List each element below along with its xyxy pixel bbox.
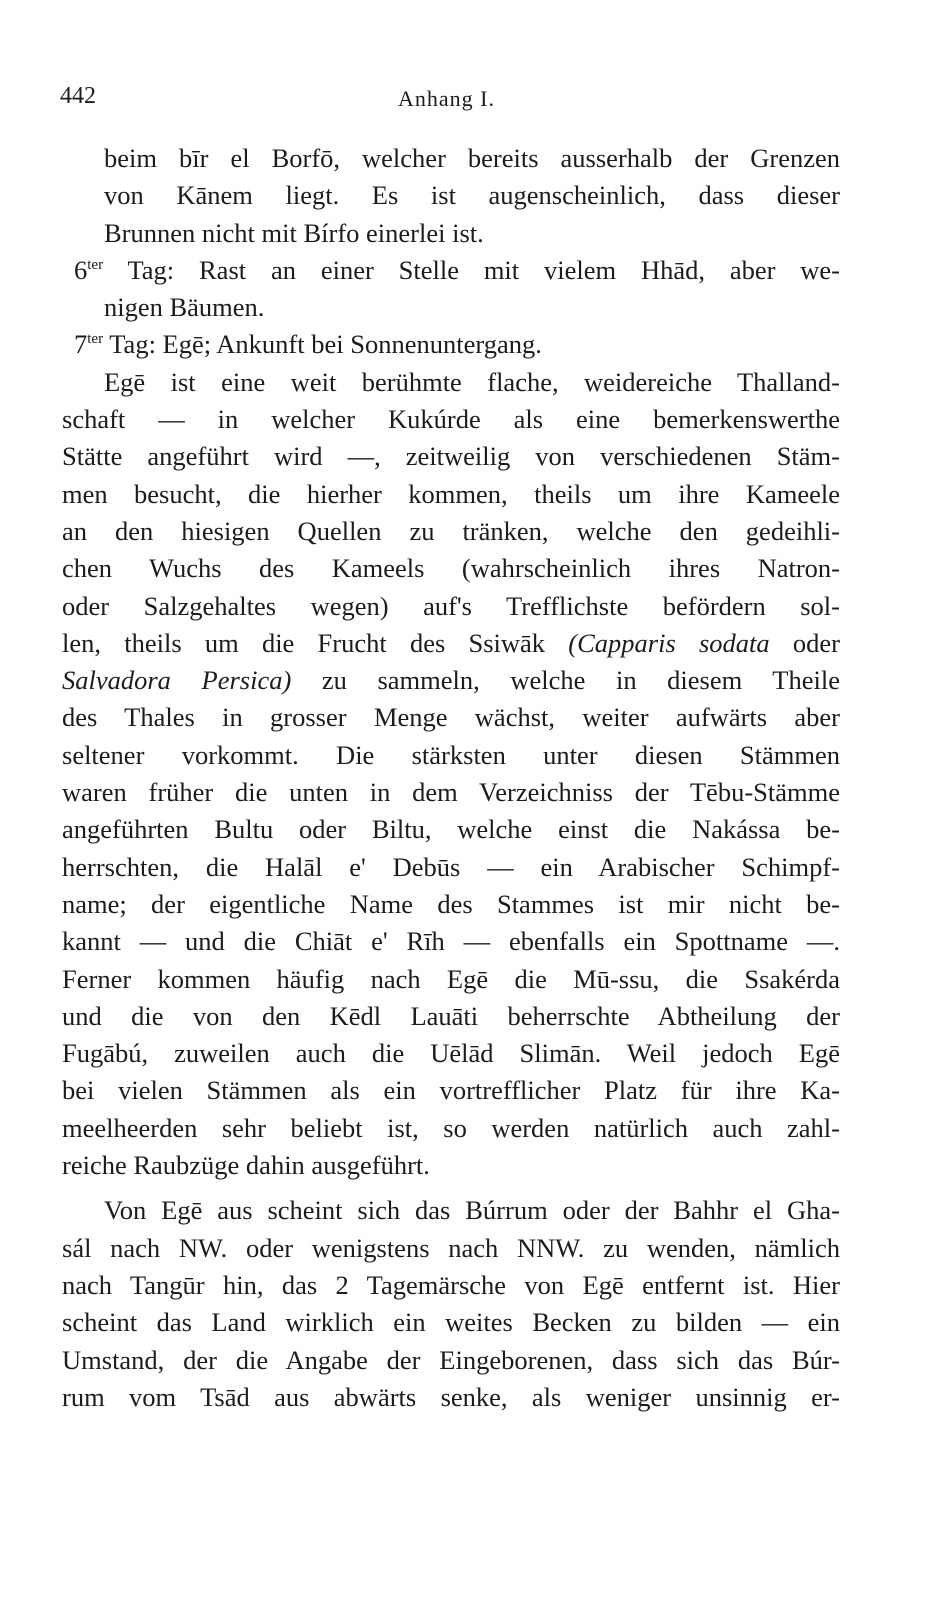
text-line (62, 1304, 840, 1341)
body-text (62, 140, 840, 1416)
text-line (62, 588, 840, 625)
text-line (62, 550, 840, 587)
text-line (62, 289, 840, 326)
line-text-after: oder (769, 627, 840, 658)
line-text: kannt — und die Chiāt e' Rīh — ebenfalls ein Spottname —. (62, 926, 840, 957)
line-text: schaft — in welcher Kukúrde als eine bemerkenswerthe (62, 404, 840, 435)
text-line (62, 1379, 840, 1416)
line-text: und die von den Kēdl Lauāti beherrschte Abtheilung der (62, 1000, 840, 1031)
line-text: an den hiesigen Quellen zu tränken, welche den gedeihli- (62, 515, 840, 546)
text-line (62, 401, 840, 438)
day-number: 6 (74, 254, 88, 285)
italic-text: Salvadora Persica) (62, 665, 292, 696)
page-number: 442 (60, 83, 96, 109)
text-line (62, 1035, 840, 1072)
text-line (62, 1072, 840, 1109)
line-text: Egē ist eine weit berühmte flache, weidereiche Thalland- (104, 366, 840, 397)
text-line (62, 1110, 840, 1147)
text-line (62, 513, 840, 550)
italic-text: (Capparis sodata (568, 627, 770, 658)
text-line (62, 1192, 840, 1229)
line-text: des Thales in grosser Menge wächst, weiter aufwärts aber (62, 702, 840, 733)
line-text: reiche Raubzüge dahin ausgeführt. (62, 1150, 430, 1181)
line-text: rum vom Tsād aus abwärts senke, als weniger unsinnig er- (62, 1381, 840, 1412)
text-line (62, 961, 840, 998)
text-line (62, 1342, 840, 1379)
text-line (62, 364, 840, 401)
text-line (62, 849, 840, 886)
text-line (62, 662, 840, 699)
text-line (62, 998, 840, 1035)
line-text: Tag: Rast an einer Stelle mit vielem Hhād, aber we- (103, 254, 840, 285)
line-text: Umstand, der die Angabe der Eingeborenen, dass sich das Búr- (62, 1344, 840, 1375)
text-line (62, 737, 840, 774)
line-text: beim bīr el Borfō, welcher bereits ausserhalb der Grenzen (104, 143, 840, 173)
line-text: nigen Bäumen. (104, 292, 265, 323)
line-text: bei vielen Stämmen als ein vortrefflicher Platz für ihre Ka- (62, 1075, 840, 1106)
line-text: angeführten Bultu oder Biltu, welche einst die Nakássa be- (62, 814, 840, 845)
text-line (62, 252, 840, 289)
line-text: Ferner kommen häufig nach Egē die Mū-ssu, die Ssakérda (62, 963, 840, 994)
running-head: Anhang I. (398, 86, 495, 111)
line-text: sál nach NW. oder wenigstens nach NNW. zu wenden, nämlich (62, 1232, 840, 1263)
line-text: seltener vorkommt. Die stärksten unter diesen Stämmen (62, 739, 840, 770)
text-line (62, 140, 840, 177)
line-text: Von Egē aus scheint sich das Búrrum oder der Bahhr el Gha- (104, 1195, 840, 1226)
line-text: waren früher die unten in dem Verzeichniss der Tēbu-Stämme (62, 777, 840, 808)
line-text: Stätte angeführt wird —, zeitweilig von verschiedenen Stäm- (62, 441, 840, 472)
paragraph-gap (62, 1184, 840, 1192)
text-line (62, 625, 840, 662)
line-text: Brunnen nicht mit Bírfo einerlei ist. (104, 217, 484, 248)
text-line (62, 774, 840, 811)
line-text: nach Tangūr hin, das 2 Tagemärsche von Egē entfernt ist. Hier (62, 1269, 840, 1300)
text-line (62, 1230, 840, 1267)
line-text: scheint das Land wirklich ein weites Becken zu bilden — ein (62, 1307, 840, 1338)
line-text: meelheerden sehr beliebt ist, so werden natürlich auch zahl- (62, 1112, 840, 1143)
day-number: 7 (74, 329, 88, 360)
line-text: oder Salzgehaltes wegen) auf's Trefflichste befördern sol- (62, 590, 840, 621)
line-text: len, theils um die Frucht des Ssiwāk (62, 627, 569, 658)
text-line (62, 1147, 840, 1184)
line-text: Fugābú, zuweilen auch die Uēlād Slimān. Weil jedoch Egē (62, 1038, 840, 1069)
line-text: chen Wuchs des Kameels (wahrscheinlich ihres Natron- (62, 553, 840, 584)
text-line (62, 326, 840, 363)
line-text: Tag: Egē; Ankunft bei Sonnenuntergang. (103, 329, 542, 360)
text-line (62, 177, 840, 214)
page-header (60, 83, 880, 117)
text-line (62, 811, 840, 848)
line-text: zu sammeln, welche in diesem Theile (291, 665, 840, 696)
ordinal-superscript: ter (87, 331, 104, 348)
text-line (62, 1267, 840, 1304)
text-line (62, 699, 840, 736)
line-text: von Kānem liegt. Es ist augenscheinlich, dass dieser (104, 180, 840, 211)
text-line (62, 215, 840, 252)
line-text: men besucht, die hierher kommen, theils um ihre Kameele (62, 478, 840, 509)
line-text: herrschten, die Halāl e' Debūs — ein Arabischer Schimpf- (62, 851, 840, 882)
line-text: name; der eigentliche Name des Stammes ist mir nicht be- (62, 888, 840, 919)
text-line (62, 886, 840, 923)
ordinal-superscript: ter (87, 256, 104, 273)
text-line (62, 476, 840, 513)
text-line (62, 923, 840, 960)
text-line (62, 438, 840, 475)
